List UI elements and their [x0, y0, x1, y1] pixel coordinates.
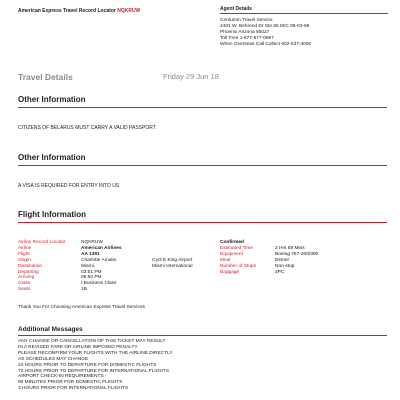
agent-details-label: Agent Details	[220, 6, 388, 14]
passport-notice: CITIZENS OF BELARUS MUST CARRY A VALID PASSPORT	[18, 125, 156, 131]
field-label: Baggage	[220, 269, 240, 275]
agent-line: Toll Free 1-877-877-0987	[220, 36, 274, 41]
field-label: Meal	[220, 257, 231, 263]
field-value: Non-stop	[275, 263, 295, 269]
field-label: Seats	[18, 287, 31, 293]
message-line: 90 MINUTES PRIOR FOR DOMESTIC FLIGHTS	[18, 380, 123, 386]
field-value: American Airlines	[81, 245, 122, 251]
agent-line: Phoenix Arizona 85027	[220, 30, 270, 35]
agent-line: 2401 W. Behrend Dr Ste.55 M/C 08-03-69	[220, 24, 310, 29]
flight-status: Confirmed	[220, 240, 244, 245]
other-information-header: Other Information	[18, 95, 387, 108]
field-value-airport: Miami International	[152, 263, 193, 269]
flight-row-baggage	[220, 270, 388, 276]
field-value: 1B	[81, 287, 87, 293]
field-value: Charlotte Amalie,	[81, 257, 118, 263]
field-label: Flight	[18, 251, 30, 257]
field-label: Origin	[18, 257, 31, 263]
field-value: NQKRUW	[81, 240, 103, 245]
visa-notice: A VISA IS REQUIRED FOR ENTRY INTO US	[18, 183, 120, 189]
flight-details-right	[220, 240, 388, 275]
field-value: 06:50 PM	[81, 275, 102, 281]
additional-messages	[18, 339, 173, 392]
message-line: PLEASE RECONFIRM YOUR FLIGHTS WITH THE AIRLINE DIRECTLY	[18, 350, 173, 356]
record-locator-label: American Express Travel Record Locator	[18, 8, 116, 14]
agent-line: Centurion Travel Service	[220, 18, 273, 23]
message-line: 3 HOURS PRIOR FOR INTERNATIONAL FLIGHTS	[18, 386, 129, 392]
additional-messages-header: Additional Messages	[18, 326, 387, 336]
flight-row-seats	[18, 287, 388, 293]
other-information-header-2: Other Information	[18, 153, 387, 166]
field-label: Departing	[18, 269, 39, 275]
agent-details	[220, 6, 388, 48]
thank-you-note: Thank You For Choosing American Express Travel Services	[18, 305, 145, 310]
field-value: Dinner	[275, 257, 290, 263]
field-value: I Business Class	[81, 281, 117, 287]
field-label: Estimated Time	[220, 245, 254, 251]
message-line: 24 HOURS PRIOR TO DEPARTURE FOR DOMESTIC FLIGHTS	[18, 362, 157, 368]
agent-line: When Overseas Call Collect 602-537-4000	[220, 42, 312, 47]
field-value-airport: Cyril E King Airport	[152, 257, 193, 263]
field-label: Equipment	[220, 251, 243, 257]
field-label: Arriving	[18, 275, 35, 281]
agent-address	[220, 18, 388, 48]
flight-information-header: Flight Information	[18, 210, 387, 223]
message-line: AS SCHEDULES MAY CHANGE	[18, 356, 89, 362]
field-label: Airline	[18, 245, 32, 251]
field-value: AA 1391	[81, 251, 100, 257]
field-label: Destination	[18, 263, 42, 269]
field-value: 03:51 PM	[81, 269, 102, 275]
field-label: Airline Record Locator	[18, 240, 66, 245]
field-value: 2PC	[275, 269, 285, 275]
field-label: Number of Stops	[220, 263, 256, 269]
travel-details-title: Travel Details	[18, 72, 73, 82]
record-locator-code: NQKRUW	[117, 8, 141, 14]
field-label: Class	[18, 281, 30, 287]
field-value: Miami,	[81, 263, 96, 269]
message-line: AIRPORT CHECK-IN REQUIREMENTS -	[18, 374, 107, 380]
message-line: 72 HOURS PRIOR TO DEPARTURE FOR INTERNATIONAL FLIGHTS	[18, 368, 170, 374]
record-locator	[18, 8, 140, 14]
field-value: 2 Hrs 59 Mins	[275, 245, 305, 251]
message-line: ANY CHANGE OR CANCELLATION OF THIS TICKET MAY RESULT	[18, 339, 166, 344]
message-line: IN A REVISED FARE OR AIRLINE IMPOSED PENALTY	[18, 344, 138, 350]
field-value: Boeing 757-200/300	[275, 251, 319, 257]
travel-date: Friday 29 Jun 18	[163, 72, 219, 81]
